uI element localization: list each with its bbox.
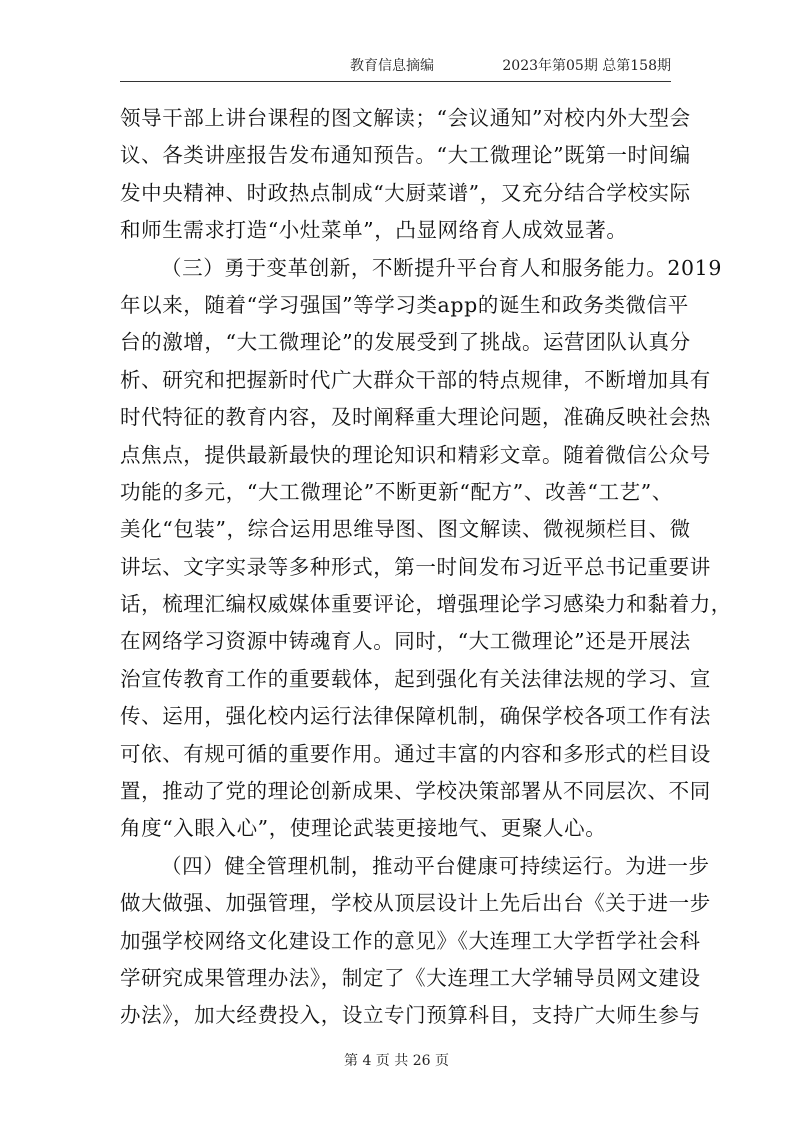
text-line: 美化“包装”，综合运用思维导图、图文解读、微视频栏目、微 [120,517,691,542]
text-line: 时代特征的教育内容，及时阐释重大理论问题，准确反映社会热 [120,405,711,430]
text-line: 功能的多元，“大工微理论”不断更新“配方”、改善“工艺”、 [120,479,673,504]
document-body [120,100,732,1035]
text-line: 可依、有规可循的重要作用。通过丰富的内容和多形式的栏目设 [120,741,711,766]
text-line: 治宣传教育工作的重要载体，起到强化有关法律法规的学习、宣 [120,666,711,691]
issue-number: 2023年第05期 总第158期 [502,58,671,74]
text-line: 点焦点，提供最新最快的理论知识和精彩文章。随着微信公众号 [120,442,711,467]
text-line: 学研究成果管理办法》，制定了《大连理工大学辅导员网文建设 [120,965,701,990]
paragraph-start-line: （三）勇于变革创新，不断提升平台育人和服务能力。2019 [161,255,722,280]
text-line: 析、研究和把握新时代广大群众干部的特点规律，不断增加具有 [120,367,711,392]
text-line: 领导干部上讲台课程的图文解读；“会议通知”对校内外大型会 [120,106,691,130]
page-header [120,55,671,75]
text-line: 话，梳理汇编权威媒体重要评论，增强理论学习感染力和黏着力， [120,592,732,617]
text-line: 年以来，随着“学习强国”等学习类app的诞生和政务类微信平 [120,292,689,317]
text-line: 在网络学习资源中铸魂育人。同时，“大工微理论”还是开展法 [120,629,691,654]
text-line: 角度“入眼入心”，使理论武装更接地气、更聚人心。 [120,816,607,841]
text-line: 加强学校网络文化建设工作的意见》《大连理工大学哲学社会科 [120,928,701,953]
header-divider [120,81,671,82]
text-line: 台的激增，“大工微理论”的发展受到了挑战。运营团队认真分 [120,330,691,355]
publication-title: 教育信息摘编 [350,58,434,74]
text-line: 发中央精神、时政热点制成“大厨菜谱”，又充分结合学校实际 [120,180,691,205]
text-line: 讲坛、文字实录等多种形式，第一时间发布习近平总书记重要讲 [120,554,711,579]
text-line: 办法》，加大经费投入，设立专门预算科目，支持广大师生参与 [120,1003,701,1028]
text-line: 置，推动了党的理论创新成果、学校决策部署从不同层次、不同 [120,779,711,804]
text-line: 做大做强、加强管理，学校从顶层设计上先后出台《关于进一步 [120,891,711,916]
text-line: 议、各类讲座报告发布通知预告。“大工微理论”既第一时间编 [120,143,691,168]
text-line: 传、运用，强化校内运行法律保障机制，确保学校各项工作有法 [120,704,711,729]
page-number-footer: 第 4 页 共 26 页 [344,1053,449,1069]
text-line: 和师生需求打造“小灶菜单”，凸显网络育人成效显著。 [120,218,628,243]
paragraph-start-line: （四）健全管理机制，推动平台健康可持续运行。为进一步 [161,853,710,878]
